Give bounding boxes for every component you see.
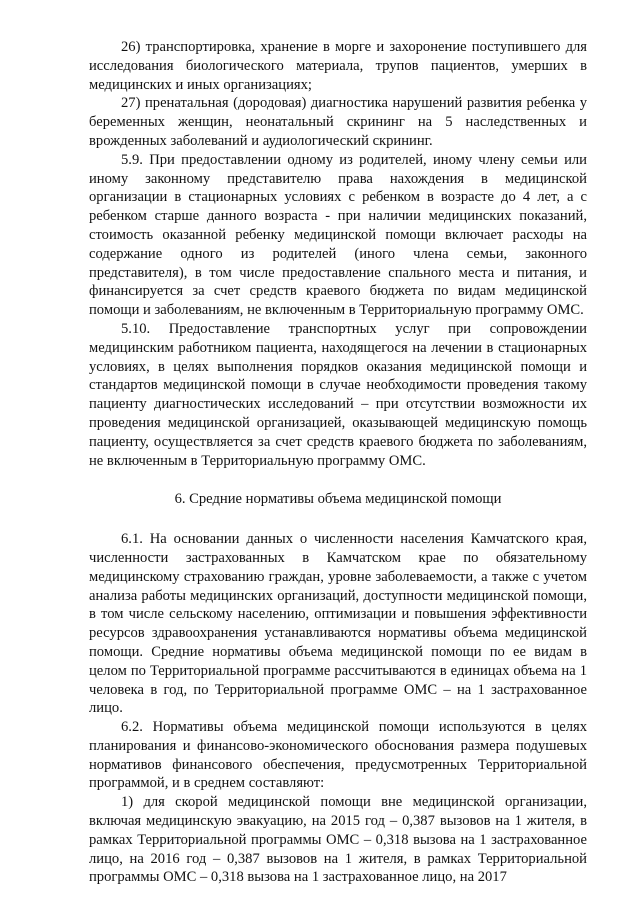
section-heading: 6. Средние нормативы объема медицинской помощи (174, 491, 502, 508)
document-body (89, 38, 587, 887)
paragraph-5-9: 5.9. При предоставлении одному из родителей, иному члену семьи или иному законному представителю права нахождения в медицинской организации в стационарных условиях с ребенком в возрасте до 4 лет, а с ребенком старше данного возраста - при наличии медицинских показаний, стоимость оказанной ребенку медицинской помощи включает расходы на содержание одного из родителей (иного члена семьи, законного представителя), в том числе предоставление спального места и питания, и финансируется за счет средств краевого бюджета по видам медицинской помощи и заболеваниям, не включенным в Территориальную программу ОМС. (89, 151, 587, 319)
paragraph-item-27: 27) пренатальная (дородовая) диагностика нарушений развития ребенка у беременных женщин, неонатальный скрининг на 5 наследственных и врожденных заболеваний и аудиологический скрининг. (89, 95, 587, 149)
paragraph-6-2: 6.2. Нормативы объема медицинской помощи используются в целях планирования и финансово-экономического обоснования размера подушевых нормативов финансового обеспечения, предусмотренных Территориальной программой, и в среднем составляют: (89, 719, 587, 792)
paragraph-5-10: 5.10. Предоставление транспортных услуг при сопровождении медицинским работником пациента, находящегося на лечении в стационарных условиях, в целях выполнения порядков оказания медицинской помощи и стандартов медицинской помощи в случае необходимости проведения такому пациенту диагностических исследований – при отсутствии возможности их проведения медицинской организацией, оказывающей медицинскую помощь пациенту, осуществляется за счет средств краевого бюджета по заболеваниям, не включенным в Территориальную программу ОМС. (89, 320, 587, 469)
paragraph-6-2-item-1: 1) для скорой медицинской помощи вне медицинской организации, включая медицинскую эвакуацию, на 2015 год – 0,387 вызовов на 1 жителя, в рамках Территориальной программы ОМС – 0,318 вызова на 1 застрахованное лицо, на 2016 год – 0,387 вызовов на 1 жителя, в рамках Территориальной программы ОМС – 0,318 вызова на 1 застрахованное лицо, на 2017 (89, 794, 587, 886)
paragraph-6-1: 6.1. На основании данных о численности населения Камчатского края, численности застрахованных в Камчатском крае по обязательному медицинскому страхованию граждан, уровне заболеваемости, а также с учетом анализа работы медицинских организаций, доступности медицинской помощи, в том числе сельскому населению, оптимизации и повышения эффективности ресурсов здравоохранения устанавливаются нормативы объема медицинской помощи. Средние нормативы объема медицинской помощи по ее видам в целом по Территориальной программе рассчитываются в единицах объема на 1 человека в год, по Территориальной программе ОМС – на 1 застрахованное лицо. (89, 531, 587, 717)
paragraph-item-26: 26) транспортировка, хранение в морге и захоронение поступившего для исследования биологического материала, трупов пациентов, умерших в медицинских и иных организациях; (89, 39, 587, 93)
